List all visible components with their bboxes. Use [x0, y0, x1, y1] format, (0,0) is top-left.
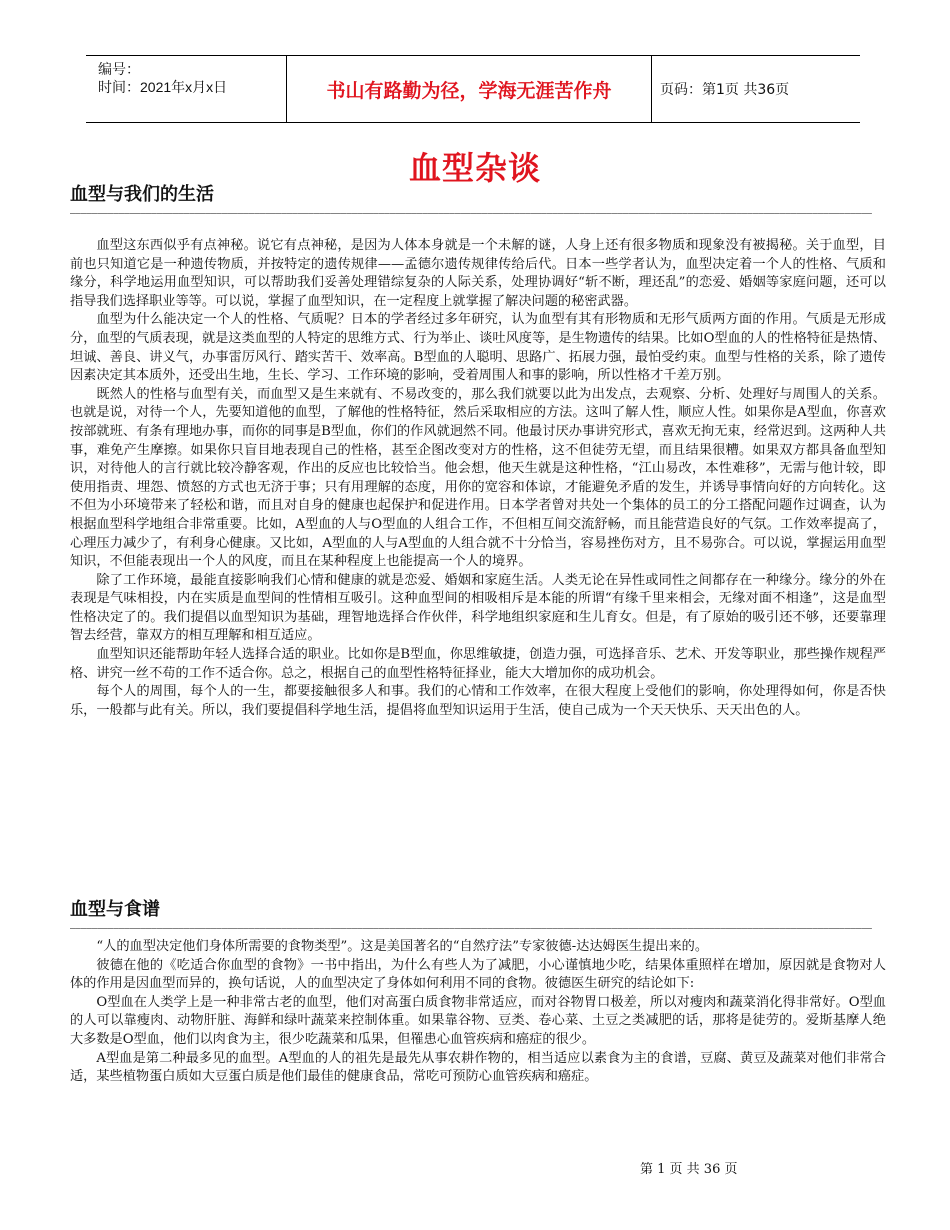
section-life-heading-block [70, 183, 880, 219]
section-heading: 血型与食谱 [70, 899, 160, 920]
section-life-body [70, 237, 886, 720]
section-diet-heading-block [70, 898, 880, 934]
document-number-label: 编号： [98, 61, 140, 77]
page-header [86, 55, 860, 123]
page-footer: 第 1 页 共 36 页 [640, 1162, 738, 1177]
paragraph: 血型为什么能决定一个人的性格、气质呢？日本的学者经过多年研究，认为血型有其有形物质和无形气质两方面的作用。气质是无形成分，血型的气质表现，就是这类血型的人特定的思维方式、行为举止、谈吐风度等，是生物遗传的结果。比如O型血的人的性格特征是热情、坦诚、善良、讲义气，办事雷厉风行、踏实苦干、效率高。B型血的人聪明、思路广、拓展力强，最怕受约束。血型与性格的关系，除了遗传因素决定其本质外，还受出生地，生长、学习、工作环境的影响，受着周围人和事的影响，所以性格才千差万别。 [70, 312, 886, 384]
paragraph: 彼德在他的《吃适合你血型的食物》一书中指出，为什么有些人为了减肥，小心谨慎地少吃，结果体重照样在增加，原因就是食物对人体的作用是因血型而异的，换句话说，人的血型决定了身体如何利用不同的食物。彼德医生研究的结论如下: [70, 957, 886, 992]
paragraph: 既然人的性格与血型有关，而血型又是生来就有、不易改变的，那么我们就要以此为出发点，去观察、分析、处理好与周围人的关系。也就是说，对待一个人，先要知道他的血型，了解他的性格特征，然后采取相应的方法。这叫了解人性，顺应人性。如果你是A型血，你喜欢按部就班、有条有理地办事，而你的同事是B型血，你们的作风就迥然不同。他最讨厌办事讲究形式，喜欢无拘无束，经常迟到。这两种人共事，难免产生摩擦。如果你只盲目地表现自己的性格，甚至企图改变对方的性格，这不但徒劳无望，而且结果很糟。如果双方都具备血型知识，对待他人的言行就比较冷静客观，作出的反应也比较恰当。他会想，他天生就是这种性格，“江山易改，本性难移”，无需与他计较，即使用指责、埋怨、愤怒的方式也无济于事；只有用理解的态度，用你的宽容和体谅，才能避免矛盾的发生，并诱导事情向好的方向转化。这不但为小环境带来了轻松和谐，而且对自身的健康也起保护和促进作用。日本学者曾对共处一个集体的员工的分工搭配问题作过调查，认为根据血型科学地组合非常重要。比如，A型血的人与O型血的人组合工作，不但相互间交流舒畅，而且能营造良好的气氛。工作效率提高了，心理压力减少了，有利身心健康。又比如，A型血的人与A型血的人组合就不十分恰当，容易挫伤对方，且不易弥合。可以说，掌握运用血型知识，不但能表现出一个人的风度，而且在某种程度上也能提高一个人的境界。 [70, 386, 886, 570]
section-diet-body [70, 938, 886, 1087]
header-motto: 书山有路勤为径，学海无涯苦作舟 [286, 56, 652, 122]
header-meta [86, 56, 286, 122]
paragraph: “人的血型决定他们身体所需要的食物类型”。这是美国著名的“自然疗法”专家彼德-达达姆医生提出来的。 [96, 939, 709, 954]
document-title: 血型杂谈 [408, 149, 541, 187]
section-divider: ———————————————————————————————————————————————————————————————————————————————————————————————————————————————————————————————————————————————————— [70, 924, 872, 934]
paragraph: 血型知识还能帮助年轻人选择合适的职业。比如你是B型血，你思维敏捷，创造力强，可选择音乐、艺术、开发等职业，那些操作规程严格、讲究一丝不苟的工作不适合你。总之，根据自己的血型性格特征择业，能大大增加你的成功机会。 [70, 647, 886, 681]
section-divider: ———————————————————————————————————————————————————————————————————————————————————————————————————————————————————————————————————————————————————— [70, 209, 872, 219]
header-page-info: 页码：第1页 共36页 [660, 82, 790, 98]
paragraph: 血型这东西似乎有点神秘。说它有点神秘，是因为人体本身就是一个未解的谜，人身上还有很多物质和现象没有被揭秘。关于血型，目前也只知道它是一种遗传物质，并按特定的遗传规律——孟德尔遗传规律传给后代。日本一些学者认为，血型决定着一个人的性格、气质和缘分，科学地运用血型知识，可以帮助我们妥善处理错综复杂的人际关系，处理协调好“斩不断，理还乱”的恋爱、婚姻等家庭问题，还可以指导我们选择职业等等。可以说，掌握了血型知识，在一定程度上就掌握了解决问题的秘密武器。 [70, 238, 886, 309]
paragraph: O型血在人类学上是一种非常古老的血型，他们对高蛋白质食物非常适应，而对谷物胃口极差，所以对瘦肉和蔬菜消化得非常好。O型血的人可以靠瘦肉、动物肝脏、海鲜和绿叶蔬菜来控制体重。如果靠谷物、豆类、卷心菜、土豆之类减肥的话，那将是徒劳的。爱斯基摩人绝大多数是O型血，他们以肉食为主，很少吃蔬菜和瓜果，但罹患心血管疾病和癌症的很少。 [70, 994, 886, 1047]
document-date: 时间：2021年x月x日 [98, 79, 228, 95]
paragraph: A型血是第二种最多见的血型。A型血的人的祖先是最先从事农耕作物的，相当适应以素食为主的食谱，豆腐、黄豆及蔬菜对他们非常合适，某些植物蛋白质如大豆蛋白质是他们最佳的健康食品，常吃可预防心血管疾病和癌症。 [70, 1050, 886, 1085]
paragraph: 除了工作环境，最能直接影响我们心情和健康的就是恋爱、婚姻和家庭生活。人类无论在异性或同性之间都存在一种缘分。缘分的外在表现是气味相投，内在实质是血型间的性情相互吸引。这种血型间的相吸相斥是本能的所谓“有缘千里来相会，无缘对面不相逢”，这是血型性格决定了的。我们提倡以血型知识为基础，理智地选择合作伙伴，科学地组织家庭和生儿育女。但是，有了原始的吸引还不够，还要靠理智去经营，靠双方的相互理解和相互适应。 [70, 572, 886, 644]
section-heading: 血型与我们的生活 [70, 184, 214, 205]
paragraph: 每个人的周围，每个人的一生，都要接触很多人和事。我们的心情和工作效率，在很大程度上受他们的影响，你处理得如何，你是否快乐，一般都与此有关。所以，我们要提倡科学地生活，提倡将血型知识运用于生活，使自己成为一个天天快乐、天天出色的人。 [70, 684, 886, 718]
